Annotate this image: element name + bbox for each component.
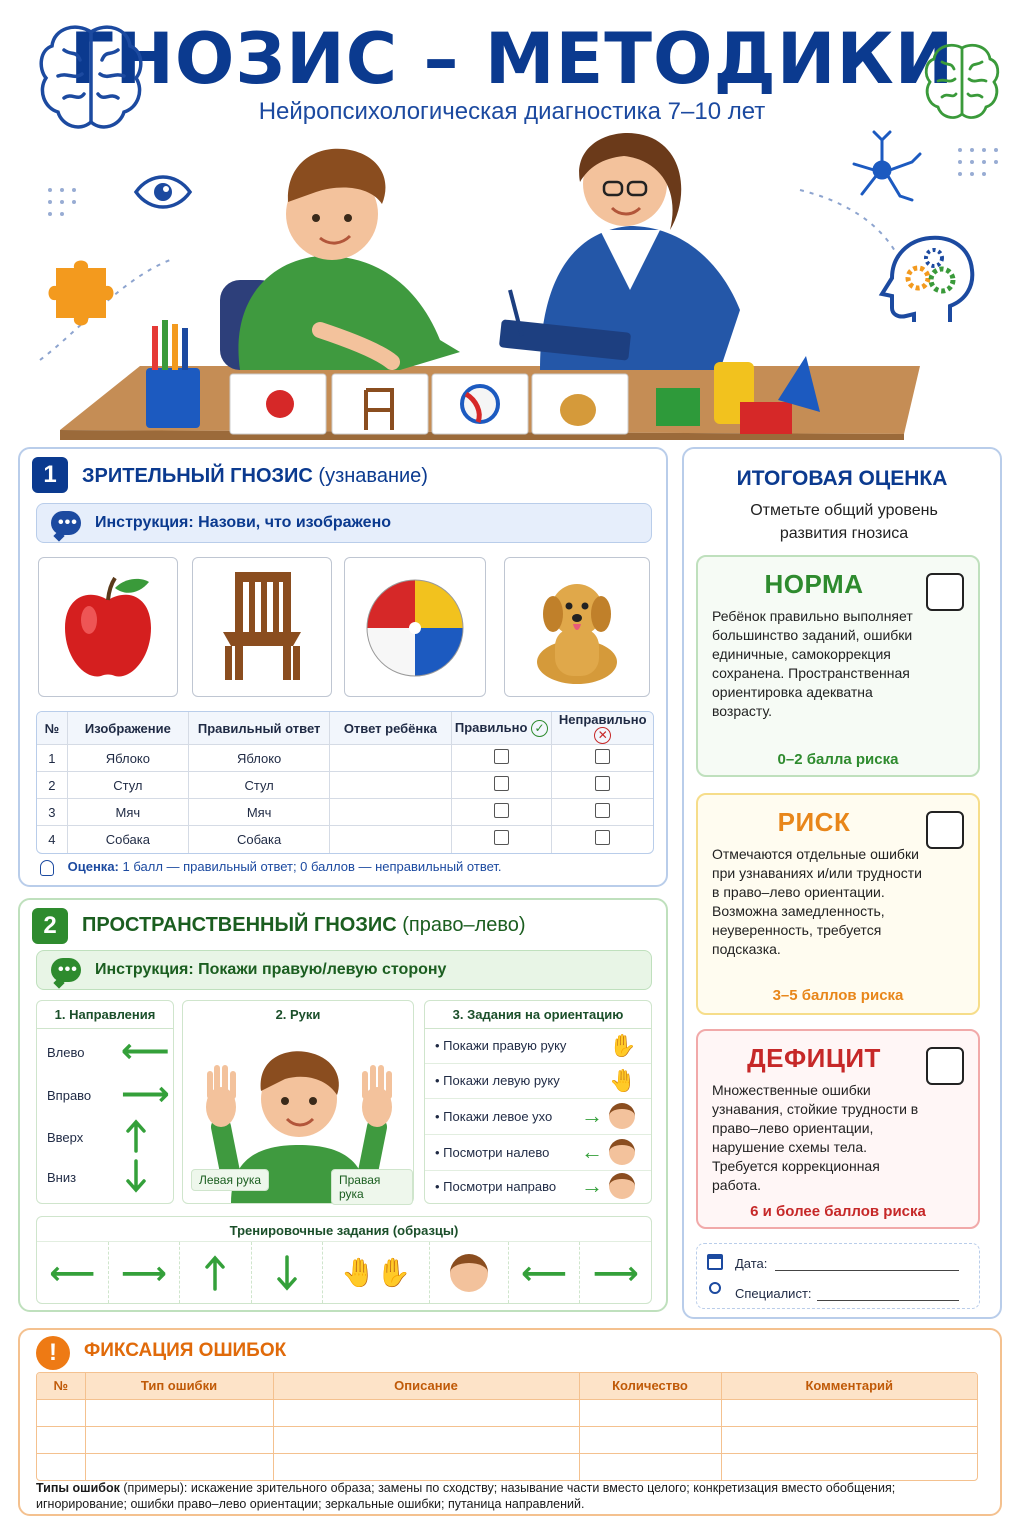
teacher-figure [499, 133, 740, 370]
arrow-down-icon [252, 1242, 324, 1303]
section-title-note: (право–лево) [402, 914, 526, 936]
direction-up-label: Вверх [47, 1130, 84, 1145]
left-hand-label: Левая рука [191, 1169, 269, 1191]
task-text: Покажи правую руку [443, 1038, 567, 1053]
result-deficit-box [696, 1029, 980, 1229]
error-types-note [36, 1480, 976, 1512]
direction-right-label: Вправо [47, 1088, 92, 1103]
col-header-image: Изображение [67, 712, 188, 745]
col-header-description: Описание [273, 1373, 579, 1399]
col-header-error-type: Тип ошибки [85, 1373, 273, 1399]
direction-down-label: Вниз [47, 1170, 77, 1185]
section-visual-gnosis [18, 447, 668, 887]
col-header-correct: Правильно ✓ [451, 712, 552, 745]
instruction-bar [36, 503, 652, 543]
col-header-count: Количество [579, 1373, 721, 1399]
table-row: 3 Мяч Мяч [37, 799, 653, 826]
date-field[interactable] [775, 1270, 959, 1271]
table-row: 1 Яблоко Яблоко [37, 745, 653, 772]
incorrect-checkbox[interactable] [595, 803, 610, 818]
table-row: 2 Стул Стул [37, 772, 653, 799]
correct-checkbox[interactable] [494, 830, 509, 845]
hand-icon: 🤚 [609, 1068, 637, 1093]
arrow-left-icon: ⟵ [509, 1242, 581, 1303]
section-title [82, 465, 428, 488]
face-icon [609, 1103, 635, 1129]
table-row [37, 1399, 977, 1426]
error-types-note-paren: (примеры): [123, 1481, 188, 1495]
visual-gnosis-table [36, 711, 654, 854]
boy-figure [220, 149, 460, 370]
exclamation-icon: ! [36, 1336, 70, 1370]
task-row: • Покажи правую руку ✋ [425, 1029, 651, 1064]
hands-icon: 🤚✋ [323, 1242, 430, 1303]
section-title [82, 914, 526, 937]
score-label: Оценка: [67, 859, 119, 874]
signature-box [696, 1243, 980, 1309]
lightbulb-icon [40, 860, 54, 876]
task-text: Покажи левое ухо [443, 1109, 553, 1124]
error-types-text: искажение зрительного образа; замены по сходству; называние части вместо целого; конкретизация вместо обобщения; игнорирование; ошибки право–лево ориентации; зеркальные ошибки; путаница направлений. [36, 1481, 896, 1511]
task-text: Покажи левую руку [443, 1073, 560, 1088]
child-answer-cell[interactable] [330, 826, 451, 853]
child-answer-cell[interactable] [330, 772, 451, 799]
col-header-number: № [44, 720, 60, 736]
directions-box [36, 1000, 174, 1204]
incorrect-checkbox[interactable] [595, 776, 610, 791]
date-label: Дата: [735, 1256, 768, 1271]
col-header-correct-answer: Правильный ответ [188, 712, 329, 745]
page-title: ГНОЗИС – МЕТОДИКИ [69, 18, 955, 100]
result-norm-title: НОРМА [764, 569, 864, 599]
head-gears-icon [882, 238, 972, 322]
arrow-left-icon: ⟵ [37, 1242, 109, 1303]
image-card-ball [344, 557, 486, 697]
x-circle-icon: ✕ [594, 727, 611, 744]
arrow-right-icon: ⟶ [121, 1075, 170, 1113]
pencil-cup [146, 320, 200, 428]
errors-table [36, 1372, 978, 1481]
section-number-badge: 2 [32, 908, 68, 944]
correct-checkbox[interactable] [494, 749, 509, 764]
child-answer-cell[interactable] [330, 745, 451, 772]
arrow-down-icon [125, 1159, 147, 1193]
chat-bubble-icon: ••• [51, 511, 81, 535]
result-deficit-text: Множественные ошибки узнавания, стойкие трудности в право–лево ориентации, нарушение схемы тела. Требуется коррекционная работа. [712, 1082, 919, 1193]
hands-head: 2. Руки [275, 1007, 321, 1022]
result-risk-score: 3–5 баллов риска [772, 987, 904, 1004]
col-header-number: № [37, 1373, 85, 1399]
image-card-apple [38, 557, 178, 697]
section-title-note: (узнавание) [318, 465, 428, 487]
page-subtitle: Нейропсихологическая диагностика 7–10 лет [258, 98, 766, 125]
specialist-label: Специалист: [735, 1286, 812, 1301]
instruction-bar [36, 950, 652, 990]
task-text: Посмотри направо [443, 1179, 557, 1194]
image-card-chair [192, 557, 332, 697]
summary-subtitle: Отметьте общий уровень развития гнозиса [750, 502, 938, 542]
arrow-up-icon [125, 1119, 147, 1153]
task-row: • Посмотри налево ← [425, 1135, 651, 1171]
table-row [37, 1453, 977, 1480]
child-answer-cell[interactable] [330, 799, 451, 826]
arrow-right-icon: ⟶ [109, 1242, 181, 1303]
eye-icon [136, 177, 190, 207]
instruction-text: Инструкция: Назови, что изображено [95, 514, 392, 531]
chat-bubble-icon: ••• [51, 958, 81, 982]
table-row: 4 Собака Собака [37, 826, 653, 853]
result-norm-text: Ребёнок правильно выполняет большинство заданий, ошибки единичные, самокоррекция сохранена. Пространственная ориентировка адекватна возрасту. [712, 608, 913, 719]
tasks-head: 3. Задания на ориентацию [425, 1001, 651, 1029]
deficit-checkbox[interactable] [926, 1047, 964, 1085]
summary-panel [682, 447, 1002, 1319]
incorrect-checkbox[interactable] [595, 749, 610, 764]
arrow-right-icon: → [581, 1103, 603, 1128]
result-risk-text: Отмечаются отдельные ошибки при узнаваниях и/или трудности в право–лево ориентации. Возможна замедленность, неуверенность, требуется подсказка. [712, 846, 923, 957]
arrow-left-icon: ← [581, 1139, 603, 1164]
training-row [37, 1241, 651, 1303]
ball-icon [345, 558, 485, 696]
result-deficit-title: ДЕФИЦИТ [747, 1043, 881, 1073]
user-icon [709, 1282, 721, 1294]
score-note [40, 859, 502, 876]
section-title-text: ЗРИТЕЛЬНЫЙ ГНОЗИС [82, 465, 313, 487]
result-norm-box [696, 555, 980, 777]
chair-icon [193, 558, 331, 696]
instruction-text: Инструкция: Покажи правую/левую сторону [95, 961, 447, 978]
task-row: • Покажи левое ухо → [425, 1099, 651, 1135]
error-types-label: Типы ошибок [36, 1481, 120, 1495]
col-header-child-answer: Ответ ребёнка [330, 712, 451, 745]
col-header-incorrect: Неправильно ✕ [552, 712, 653, 745]
right-hand-label: Правая рука [331, 1169, 413, 1205]
hands-box [182, 1000, 414, 1204]
arrow-left-icon: ⟵ [121, 1032, 170, 1070]
hand-icon: ✋ [609, 1033, 637, 1058]
check-circle-icon: ✓ [531, 720, 548, 737]
col-header-comment: Комментарий [721, 1373, 977, 1399]
arrow-up-icon [180, 1242, 252, 1303]
arrow-right-icon: → [581, 1173, 603, 1198]
brain-icon-right [922, 40, 1002, 120]
task-row: • Покажи левую руку 🤚 [425, 1064, 651, 1099]
norm-checkbox[interactable] [926, 573, 964, 611]
training-head: Тренировочные задания (образцы) [229, 1223, 459, 1238]
calendar-icon [707, 1254, 723, 1270]
correct-checkbox[interactable] [494, 776, 509, 791]
task-row: • Посмотри направо → [425, 1171, 651, 1203]
section-title-text: ПРОСТРАНСТВЕННЫЙ ГНОЗИС [82, 914, 397, 936]
directions-head: 1. Направления [37, 1001, 173, 1029]
correct-checkbox[interactable] [494, 803, 509, 818]
dog-icon [505, 558, 649, 696]
direction-left-label: Влево [47, 1045, 85, 1060]
result-deficit-score: 6 и более баллов риска [750, 1203, 926, 1220]
score-text: 1 балл — правильный ответ; 0 баллов — неправильный ответ. [122, 859, 502, 874]
errors-title: ФИКСАЦИЯ ОШИБОК [84, 1340, 287, 1361]
neuron-icon [854, 132, 920, 200]
table-row [37, 1426, 977, 1453]
errors-panel [18, 1328, 1002, 1516]
incorrect-checkbox[interactable] [595, 830, 610, 845]
apple-icon [39, 558, 177, 696]
training-box [36, 1216, 652, 1304]
hero-illustration [20, 130, 1004, 440]
puzzle-icon [49, 261, 114, 326]
result-norm-score: 0–2 балла риска [777, 751, 899, 768]
task-text: Посмотри налево [443, 1145, 550, 1160]
risk-checkbox[interactable] [926, 811, 964, 849]
image-card-dog [504, 557, 650, 697]
face-icon [609, 1139, 635, 1165]
section-number-badge: 1 [32, 457, 68, 493]
orientation-tasks-box [424, 1000, 652, 1204]
summary-title: ИТОГОВАЯ ОЦЕНКА [736, 467, 948, 490]
boy-face-icon [430, 1242, 509, 1303]
arrow-right-icon: ⟶ [592, 1254, 639, 1291]
result-risk-title: РИСК [777, 807, 851, 837]
result-risk-box [696, 793, 980, 1015]
brain-icon-left [36, 20, 146, 135]
face-icon [609, 1173, 635, 1199]
section-spatial-gnosis [18, 898, 668, 1312]
specialist-field[interactable] [817, 1300, 959, 1301]
